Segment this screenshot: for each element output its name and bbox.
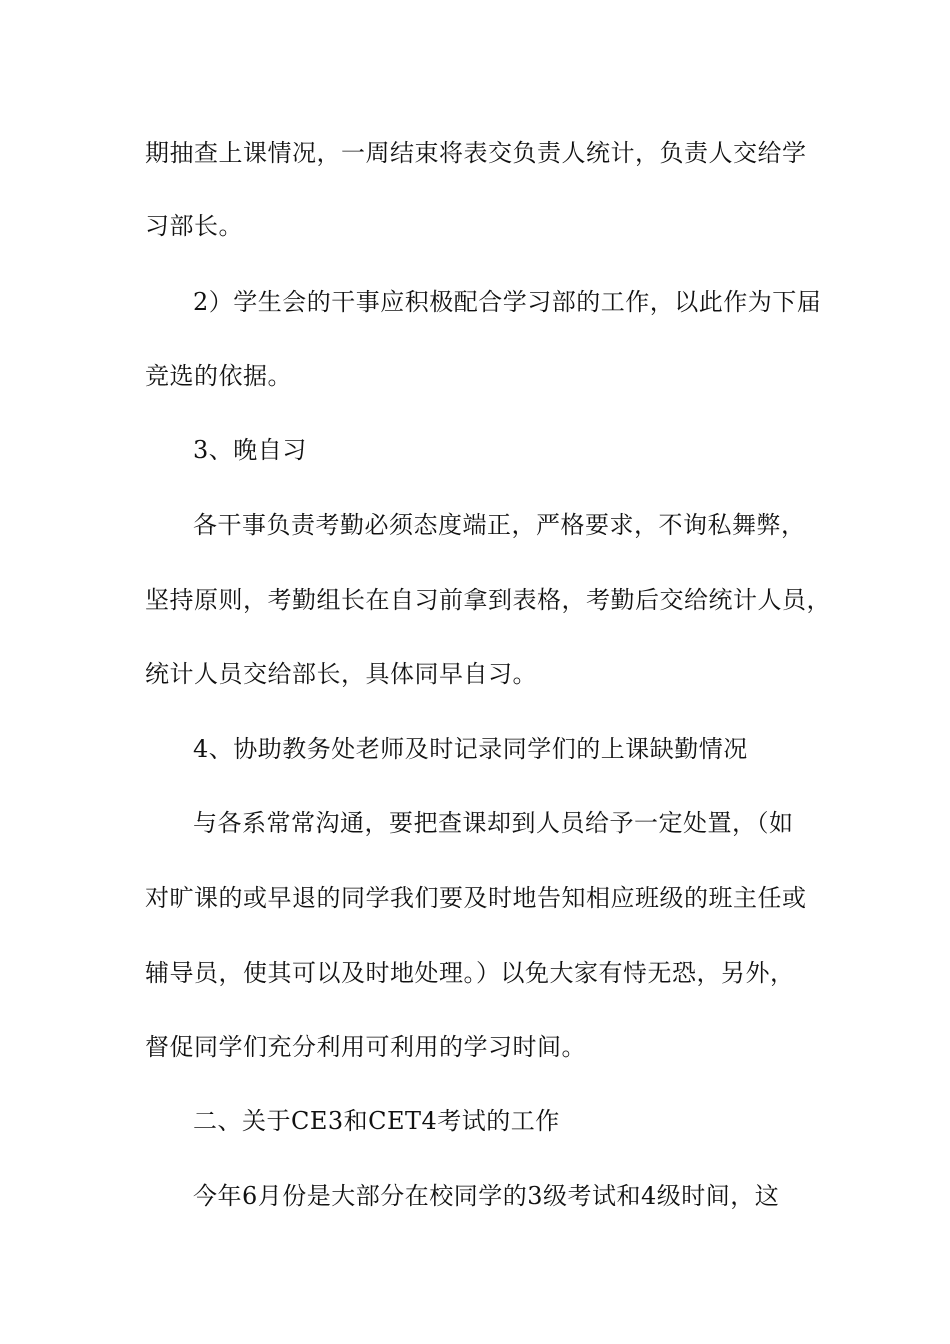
text-line: 期抽查上课情况，一周结束将表交负责人统计，负责人交给学 — [145, 139, 807, 167]
text-line: 与各系常常沟通，要把查课却到人员给予一定处置，（如 — [193, 809, 794, 837]
section-heading: 4、协助教务处老师及时记录同学们的上课缺勤情况 — [193, 735, 748, 763]
text-line: 对旷课的或早退的同学我们要及时地告知相应班级的班主任或 — [145, 884, 807, 912]
text-line: 督促同学们充分利用可利用的学习时间。 — [145, 1033, 586, 1061]
text-line: 坚持原则，考勤组长在自习前拿到表格，考勤后交给统计人员， — [145, 586, 831, 614]
text-line: 今年6月份是大部分在校同学的3级考试和4级时间，这 — [193, 1182, 780, 1210]
section-heading: 二、关于CE3和CET4考试的工作 — [193, 1107, 560, 1135]
text-line: 竞选的依据。 — [145, 362, 292, 390]
text-line: 辅导员，使其可以及时地处理。）以免大家有恃无恐，另外， — [145, 959, 795, 987]
section-heading: 3、晚自习 — [193, 436, 307, 464]
text-line: 2）学生会的干事应积极配合学习部的工作，以此作为下届 — [193, 288, 822, 316]
text-line: 各干事负责考勤必须态度端正，严格要求，不询私舞弊， — [193, 511, 806, 539]
text-line: 习部长。 — [145, 212, 243, 240]
text-line: 统计人员交给部长，具体同早自习。 — [145, 660, 537, 688]
